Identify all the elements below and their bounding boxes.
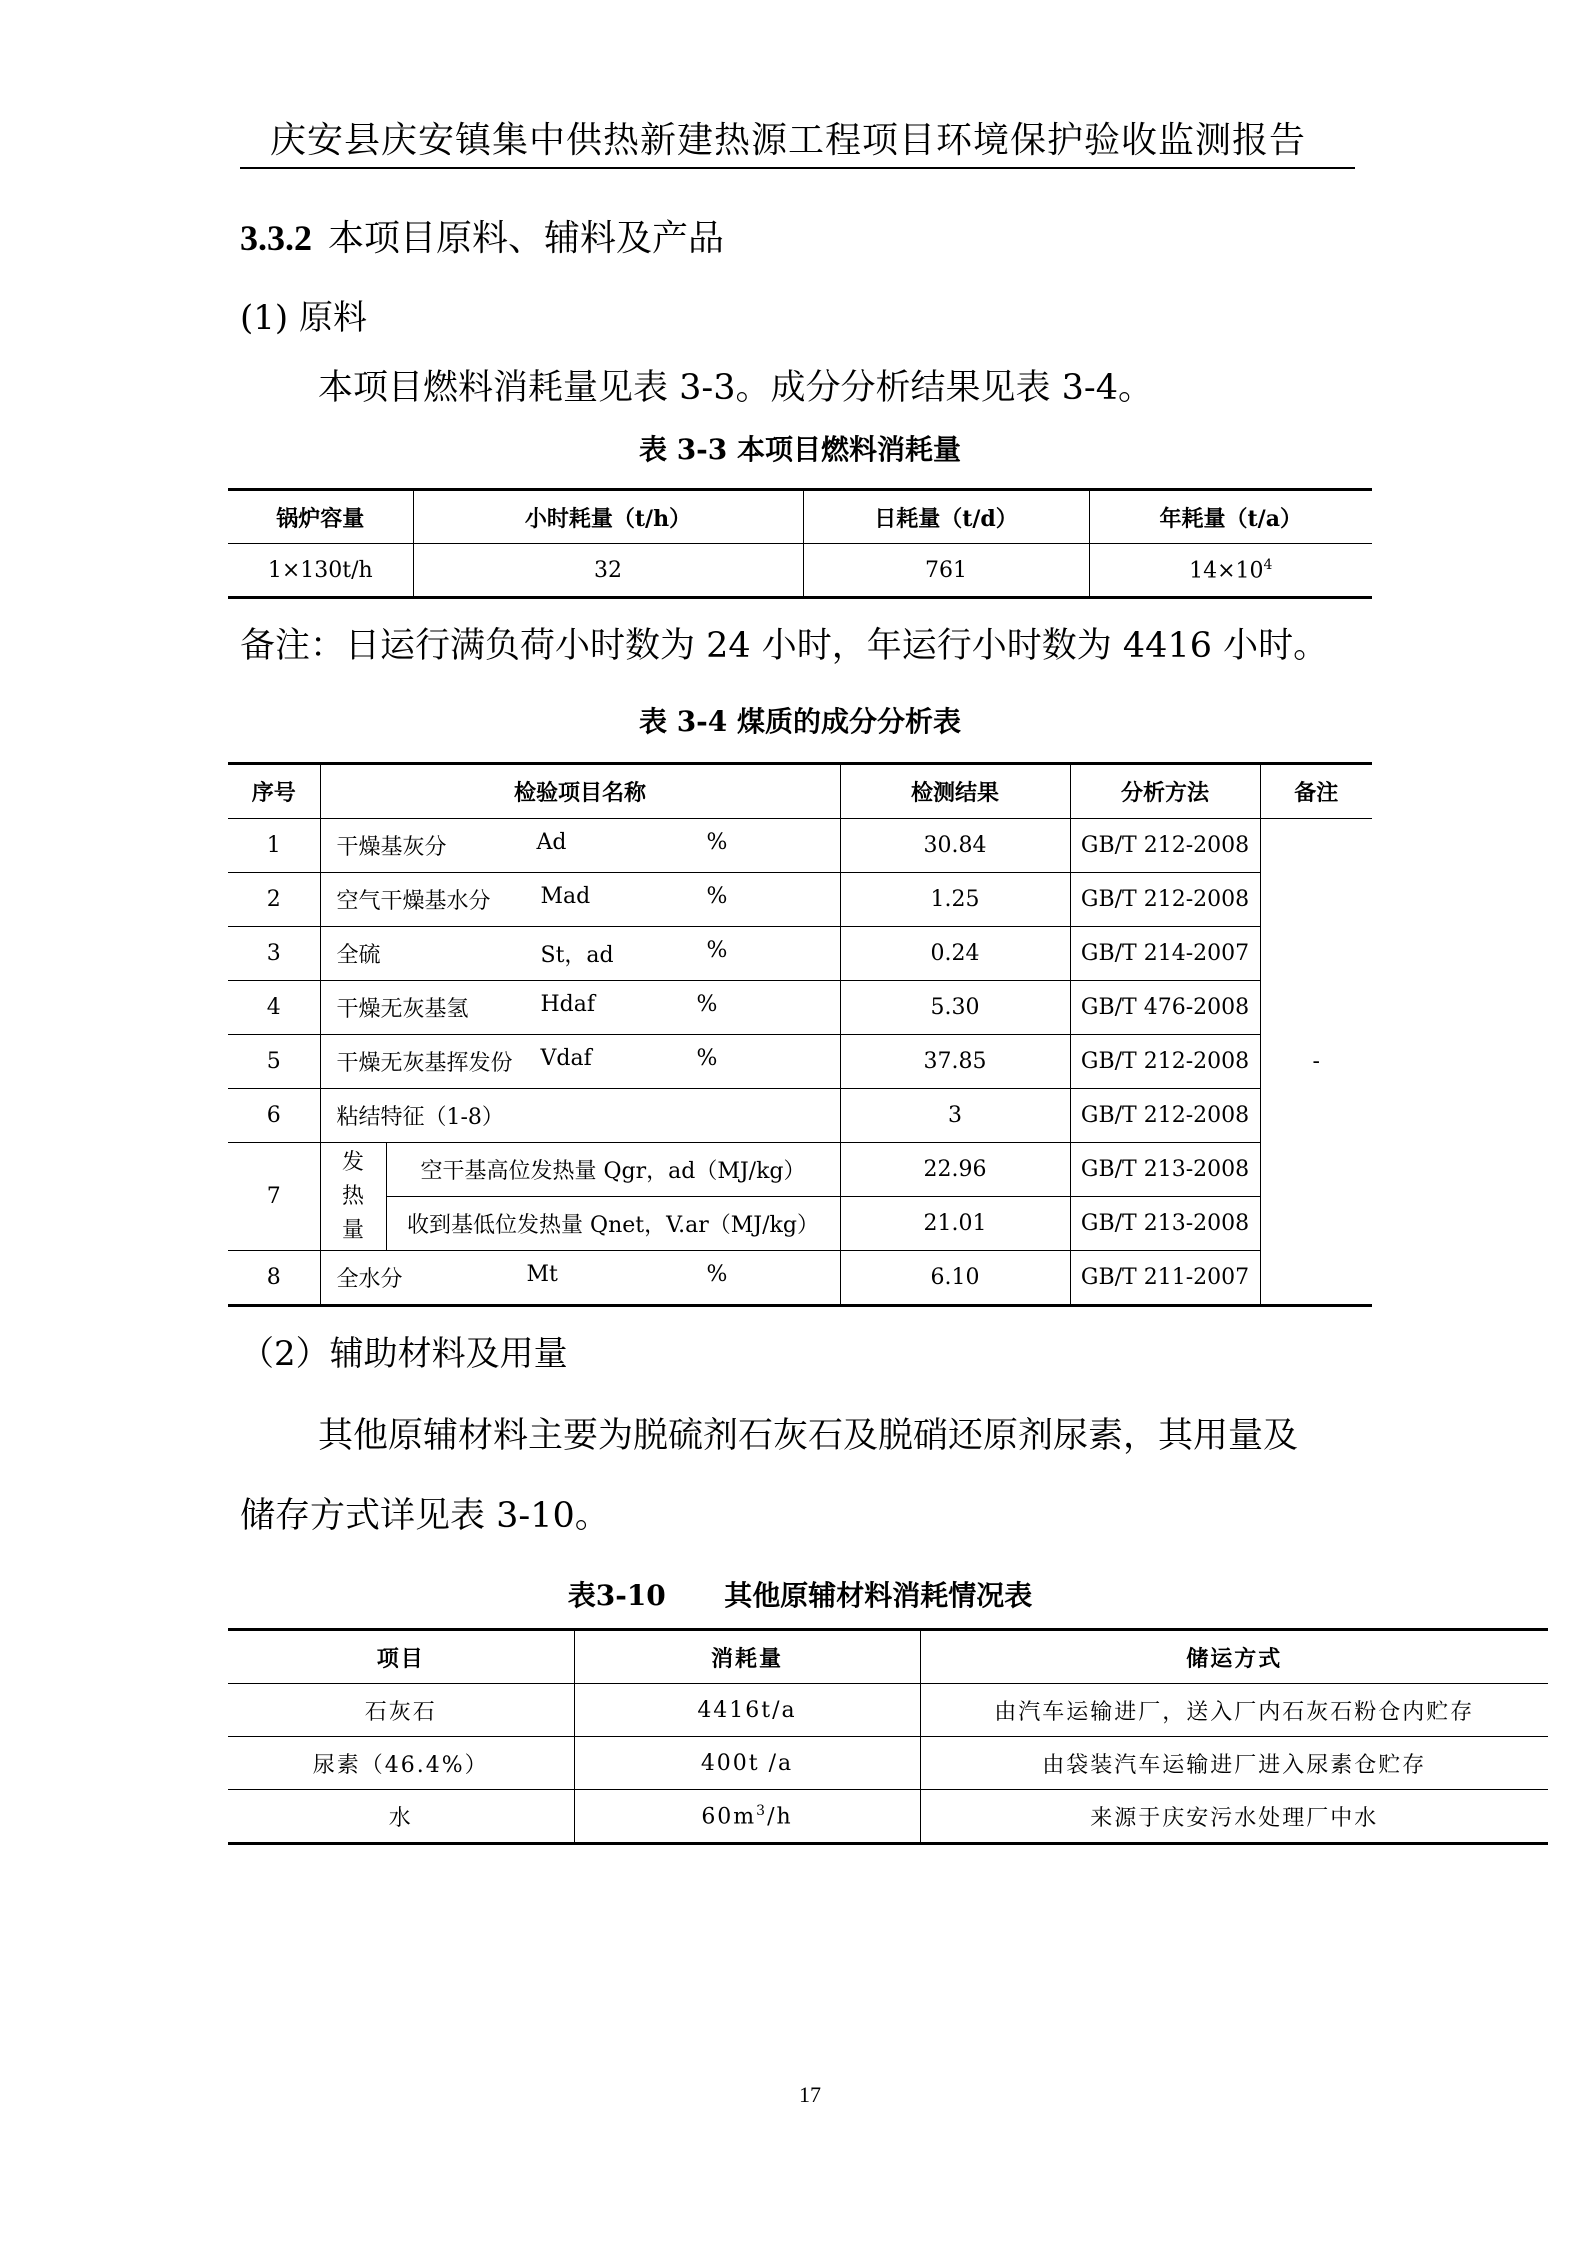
item-name-cell xyxy=(320,1251,840,1306)
item-symbol: Mt xyxy=(526,1262,558,1287)
remark-cell: - xyxy=(1260,819,1372,1306)
paragraph-auxiliary-line-1: 其他原辅材料主要为脱硫剂石灰石及脱硝还原剂尿素，其用量及 xyxy=(318,1416,1299,1456)
amount-exponent: 3 xyxy=(756,1802,768,1819)
method-cell: GB/T 476-2008 xyxy=(1070,981,1260,1035)
row-number: 2 xyxy=(228,873,320,927)
method-cell: GB/T 212-2008 xyxy=(1070,873,1260,927)
table-row xyxy=(228,1790,1548,1844)
item-symbol: Vdaf xyxy=(540,1046,592,1071)
item-name-cell xyxy=(320,873,840,927)
storage-cell: 来源于庆安污水处理厂中水 xyxy=(920,1790,1548,1844)
method-cell: GB/T 213-2008 xyxy=(1070,1143,1260,1197)
section-heading xyxy=(240,210,724,261)
result-cell: 37.85 xyxy=(840,1035,1070,1089)
heating-value-group xyxy=(320,1143,386,1251)
header-cell: 检测结果 xyxy=(840,764,1070,819)
method-cell: GB/T 212-2008 xyxy=(1070,1035,1260,1089)
storage-cell: 由汽车运输进厂，送入厂内石灰石粉仓内贮存 xyxy=(920,1684,1548,1737)
item-name-cell: 收到基低位发热量 Qnet，V.ar（MJ/kg） xyxy=(386,1197,840,1251)
table-row xyxy=(228,981,1372,1035)
item-unit: % xyxy=(706,1262,728,1287)
item-name: 干燥无灰基氢 xyxy=(336,997,469,1022)
table-3-4-caption: 表 3-4 煤质的成分分析表 xyxy=(638,705,962,738)
table-3-3 xyxy=(228,488,1372,599)
paragraph-auxiliary-line-2: 储存方式详见表 3-10。 xyxy=(240,1496,610,1536)
item-name-cell xyxy=(320,1035,840,1089)
header-cell: 年耗量（t/a） xyxy=(1089,490,1372,544)
item-name: 空气干燥基水分 xyxy=(336,889,491,914)
method-cell: GB/T 212-2008 xyxy=(1070,1089,1260,1143)
table-row xyxy=(228,873,1372,927)
daily-cell: 761 xyxy=(803,544,1089,598)
result-cell: 6.10 xyxy=(840,1251,1070,1306)
result-cell: 22.96 xyxy=(840,1143,1070,1197)
header-cell: 分析方法 xyxy=(1070,764,1260,819)
note-operating-hours: 备注：日运行满负荷小时数为 24 小时，年运行小时数为 4416 小时。 xyxy=(240,626,1329,666)
item-name: 粘结特征（1-8） xyxy=(336,1105,504,1130)
table-3-10 xyxy=(228,1628,1548,1845)
capacity-cell: 1×130t/h xyxy=(228,544,413,598)
item-name: 全水分 xyxy=(336,1267,403,1292)
table-header-row xyxy=(228,1630,1548,1684)
amount-cell: 400t /a xyxy=(574,1737,920,1790)
item-unit: % xyxy=(696,992,718,1017)
table-3-10-caption: 表3-10 其他原辅材料消耗情况表 xyxy=(567,1579,1033,1612)
annual-cell xyxy=(1089,544,1372,598)
method-cell: GB/T 214-2007 xyxy=(1070,927,1260,981)
table-row xyxy=(228,1035,1372,1089)
table-row xyxy=(228,544,1372,598)
amount-unit: /h xyxy=(767,1804,793,1830)
header-cell: 日耗量（t/d） xyxy=(803,490,1089,544)
header-cell: 备注 xyxy=(1260,764,1372,819)
header-cell: 锅炉容量 xyxy=(228,490,413,544)
annual-value: 14×10 xyxy=(1189,558,1264,584)
amount-cell xyxy=(574,1790,920,1844)
subsection-raw-materials: (1) 原料 xyxy=(240,298,367,338)
item-unit: % xyxy=(706,884,728,909)
row-number: 7 xyxy=(228,1143,320,1251)
row-number: 8 xyxy=(228,1251,320,1306)
table-row xyxy=(228,1143,1372,1197)
item-symbol: Ad xyxy=(536,830,567,855)
item-symbol: Hdaf xyxy=(540,992,596,1017)
amount-value: 60m xyxy=(701,1804,757,1830)
result-cell: 1.25 xyxy=(840,873,1070,927)
row-number: 4 xyxy=(228,981,320,1035)
header-cell: 项目 xyxy=(228,1630,574,1684)
item-name-cell xyxy=(320,927,840,981)
item-name: 全硫 xyxy=(336,943,381,968)
header-cell: 小时耗量（t/h） xyxy=(413,490,803,544)
row-number: 5 xyxy=(228,1035,320,1089)
hourly-cell: 32 xyxy=(413,544,803,598)
item-symbol: Mad xyxy=(540,884,591,909)
storage-cell: 由袋装汽车运输进厂进入尿素仓贮存 xyxy=(920,1737,1548,1790)
table-3-3-caption: 表 3-3 本项目燃料消耗量 xyxy=(638,433,962,466)
paragraph-fuel-intro: 本项目燃料消耗量见表 3-3。成分分析结果见表 3-4。 xyxy=(318,368,1153,408)
item-name-cell xyxy=(320,1089,840,1143)
subsection-auxiliary: （2）辅助材料及用量 xyxy=(240,1334,568,1374)
result-cell: 0.24 xyxy=(840,927,1070,981)
item-symbol: St，ad xyxy=(540,943,614,968)
item-unit: % xyxy=(706,938,728,963)
result-cell: 5.30 xyxy=(840,981,1070,1035)
heating-value-group-label: 发热量 xyxy=(342,1149,365,1243)
row-number: 1 xyxy=(228,819,320,873)
table-header-row xyxy=(228,764,1372,819)
page-header-title: 庆安县庆安镇集中供热新建热源工程项目环境保护验收监测报告 xyxy=(270,120,1307,161)
table-header-row xyxy=(228,490,1372,544)
result-cell: 30.84 xyxy=(840,819,1070,873)
page-number: 17 xyxy=(799,2082,821,2107)
result-cell: 3 xyxy=(840,1089,1070,1143)
item-unit: % xyxy=(706,830,728,855)
header-cell: 储运方式 xyxy=(920,1630,1548,1684)
header-rule xyxy=(240,167,1355,169)
annual-exponent: 4 xyxy=(1263,556,1273,573)
table-row xyxy=(228,1197,1372,1251)
table-3-4 xyxy=(228,762,1372,1307)
section-number: 3.3.2 xyxy=(240,218,312,258)
item-name-cell: 空干基高位发热量 Qgr，ad（MJ/kg） xyxy=(386,1143,840,1197)
method-cell: GB/T 212-2008 xyxy=(1070,819,1260,873)
header-cell: 检验项目名称 xyxy=(320,764,840,819)
header-cell: 消耗量 xyxy=(574,1630,920,1684)
row-number: 3 xyxy=(228,927,320,981)
item-name: 干燥基灰分 xyxy=(336,835,447,860)
method-cell: GB/T 213-2008 xyxy=(1070,1197,1260,1251)
table-row xyxy=(228,927,1372,981)
item-name: 干燥无灰基挥发份 xyxy=(336,1051,513,1076)
item-name-cell xyxy=(320,981,840,1035)
item-cell: 石灰石 xyxy=(228,1684,574,1737)
result-cell: 21.01 xyxy=(840,1197,1070,1251)
table-row xyxy=(228,819,1372,873)
item-cell: 水 xyxy=(228,1790,574,1844)
table-row xyxy=(228,1251,1372,1306)
row-number: 6 xyxy=(228,1089,320,1143)
item-cell: 尿素（46.4%） xyxy=(228,1737,574,1790)
method-cell: GB/T 211-2007 xyxy=(1070,1251,1260,1306)
table-row xyxy=(228,1684,1548,1737)
table-row xyxy=(228,1089,1372,1143)
table-row xyxy=(228,1737,1548,1790)
item-unit: % xyxy=(696,1046,718,1071)
amount-cell: 4416t/a xyxy=(574,1684,920,1737)
header-cell: 序号 xyxy=(228,764,320,819)
item-name-cell xyxy=(320,819,840,873)
section-title: 本项目原料、辅料及产品 xyxy=(328,218,725,259)
